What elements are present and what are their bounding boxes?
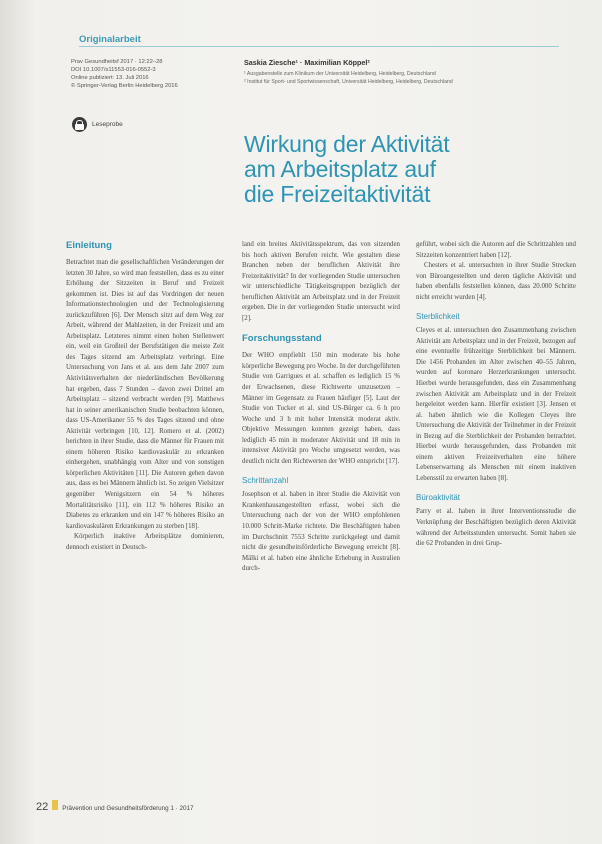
- page-marker: [52, 800, 58, 810]
- body-paragraph: Cleyes et al. untersuchten den Zusammenhang zwischen Aktivität am Arbeitsplatz und in der Freizeit, bezogen auf eine eventuelle frühzeitige Sterblichkeit bei Männern. Die 1456 Probanden im Alter zwischen 40–55 Jahren, wurden auf koronare Herzerkrankungen untersucht. Hierbei wurde herausgefunden, dass ein Zusammenhang zwischen Aktivität am Arbeitsplatz und in der Freizeit hergeleitet werden kann. Hierfür existiert [3]. Jensen et al. haben ähnlich wie die Kollegen Cleyes ihre Untersuchung die Aktivität der Teilnehmer in der Freizeit in Bezug auf die Sterblichkeit der Probanden betrachtet. Hierbei wurde herausgefunden, dass Probanden mit einem aktiven Freizeitverhalten eine höhere Lebenserwartung als Menschen mit einem inaktiven Lebensstil zu erwarten haben [8].: [416, 327, 576, 482]
- affiliation-line: ² Institut für Sport- und Sportwissenschaft, Universität Heidelberg, Heidelberg, Deutschland: [244, 79, 453, 85]
- section-label: Originalarbeit: [79, 34, 141, 45]
- affiliation-line: ¹ Ausgabenstelle zum Klinikum der Universität Heidelberg, Heidelberg, Deutschland: [244, 71, 436, 77]
- body-paragraph: Der WHO empfiehlt 150 min moderate bis hohe körperliche Bewegung pro Woche. In der durchgeführten Studie von Garrigues et al. schaffen es lediglich 15 % der Erwachsenen, diese Richtwerte umzusetzen – Männer im Gegensatz zu Frauen häufiger [5]. Laut der Studie von Tucker et al. sind US-Bürger ca. 6 h pro Woche und 3 h mit hoher Intensität moderat aktiv. Objektive Messungen konnten gezeigt haben, dass lediglich 45 min in moderater Aktivität und 18 min in intensiver Aktivität pro Woche umgesetzt werden, was deutlich nicht den Richtwerten der WHO entspricht [17].: [242, 352, 400, 465]
- section-heading-introduction: Einleitung: [66, 240, 112, 251]
- open-access-badge: [72, 117, 123, 132]
- body-paragraph: Parry et al. haben in ihrer Interventionsstudie die Verknüpfung der Beschäftigten bezüglich deren Aktivität während der Arbeitsstunden untersucht. Somit haben sie die 62 Probanden in drei Grup-: [416, 508, 576, 548]
- affiliations: [244, 70, 564, 86]
- article-title: [244, 132, 564, 207]
- meta-line: DOI 10.1007/s11553-016-0552-3: [71, 67, 156, 73]
- body-paragraph: Betrachtet man die gesellschaftlichen Veränderungen der letzten 30 Jahre, so wird man feststellen, dass es zu einer Erhöhung der Sitzzeiten in Beruf und Freizeit gekommen ist. Dies ist auf das Vordringen der neuen Informationstechnologien und der Technologisierung zurückzuführen [6]. Der Mensch sitzt auf dem Weg zur Arbeit, während der Mahlzeiten, in der Freizeit und am Arbeitsplatz. Letzteres nimmt einen hohen Stellenwert ein, weil ein Großteil der Berufstätigen die meiste Zeit des Tages sitzend am Arbeitsplatz verbringt. Eine Untersuchung von Jans et al. aus dem Jahr 2007 zum Aktivitätsverhalten der niederländischen Bevölkerung hat ergeben, dass 7 Stunden – davon zwei Drittel am Arbeitsplatz – sitzend verbracht werden [9]. Matthews hat in seiner amerikanischen Studie beobachten können, dass US-Amerikaner 55 % des Tages sitzend und ohne Aktivität verbringen [10, 12]. Romero et al. (2002) berichten in ihrer Studie, dass die Männer für Frauen mit einem höheren Risiko kardiovaskulär zu erkranken einhergehen, unabhängig vom Alter und von sonstigen körperlichen Aktivitäten [11]. Die Autoren gehen davon aus, dass es bei Männern ähnlich ist. So zeigen Vielsitzer gegenüber Wenigsitzern ein 54 % höheres Mortalitätsrisiko [11], ein 112 % höheres Risiko an Diabetes zu erkranken und ein 147 % höheres Risiko an kardiovaskulären Erkrankungen zu sterben [18].: [66, 259, 224, 530]
- body-paragraph: land ein breites Aktivitätsspektrum, das von sitzenden bis hoch aktiven Berufen reicht. Wie gestalten diese Branchen neben der beruflichen Aktivität ihre Freizeitaktivität? In der vorliegenden Studie untersuchen wir unterschiedliche Tätigkeitsgruppen bezüglich der beruflichen Aktivität am Arbeitsplatz und in der Freizeit ergeben. Die in der vorliegenden Studie untersucht wird [2].: [242, 241, 400, 322]
- lock-icon: [72, 117, 87, 132]
- title-line: Wirkung der Aktivität: [244, 131, 450, 158]
- meta-line: Online publiziert: 13. Juli 2016: [71, 75, 149, 81]
- title-line: am Arbeitsplatz auf: [244, 156, 436, 183]
- page-footer: [36, 800, 194, 813]
- text-column-1: [66, 240, 224, 553]
- subheading-office-activity: Büroaktivität: [416, 493, 461, 503]
- text-column-3: [416, 240, 576, 550]
- authors: Saskia Ziesche¹ · Maximilian Köppel²: [244, 58, 370, 67]
- title-line: die Freizeitaktivität: [244, 181, 431, 208]
- body-paragraph: Josephson et al. haben in ihrer Studie die Aktivität von Krankenhausangestellten erfasst, wobei sich die Untersuchung nach der von der WHO empfohlenen 10.000 Schritt-Marke richtete. Die Beschäftigten haben im Durchschnitt 7553 Schritte zurückgelegt und damit nicht die gesundheitsförderliche Bewegung erreicht [8]. Mälki et al. haben eine ähnliche Erhebung in Australien durch-: [242, 491, 400, 573]
- page-number: 22: [36, 801, 49, 813]
- body-paragraph: geführt, wobei sich die Autoren auf die Schrittzahlen und Sitzzeiten konzentriert haben [12].: [416, 241, 576, 259]
- journal-name: Prävention und Gesundheitsförderung 1 · 2017: [62, 805, 194, 812]
- subheading-steps: Schrittanzahl: [242, 476, 289, 486]
- body-paragraph: Chesters et al. untersuchten in ihrer Studie Strecken von Büroangestellten und deren tägliche Aktivität und haben ebenfalls feststellen können, dass 20.000 Schritte nicht erreicht wurden [4].: [416, 262, 576, 301]
- meta-line: © Springer-Verlag Berlin Heidelberg 2016: [71, 83, 178, 89]
- open-access-label: Leseprobe: [92, 121, 123, 128]
- text-column-2: [242, 240, 400, 575]
- section-rule: [79, 46, 559, 47]
- section-heading-research: Forschungsstand: [242, 333, 322, 345]
- meta-line: Prav Gesundheitsf 2017 · 12:22–28: [71, 59, 163, 65]
- body-paragraph: Körperlich inaktive Arbeitsplätze dominieren, dennoch existiert in Deutsch-: [66, 533, 224, 551]
- article-meta: [71, 58, 236, 90]
- subheading-mortality: Sterblichkeit: [416, 312, 460, 322]
